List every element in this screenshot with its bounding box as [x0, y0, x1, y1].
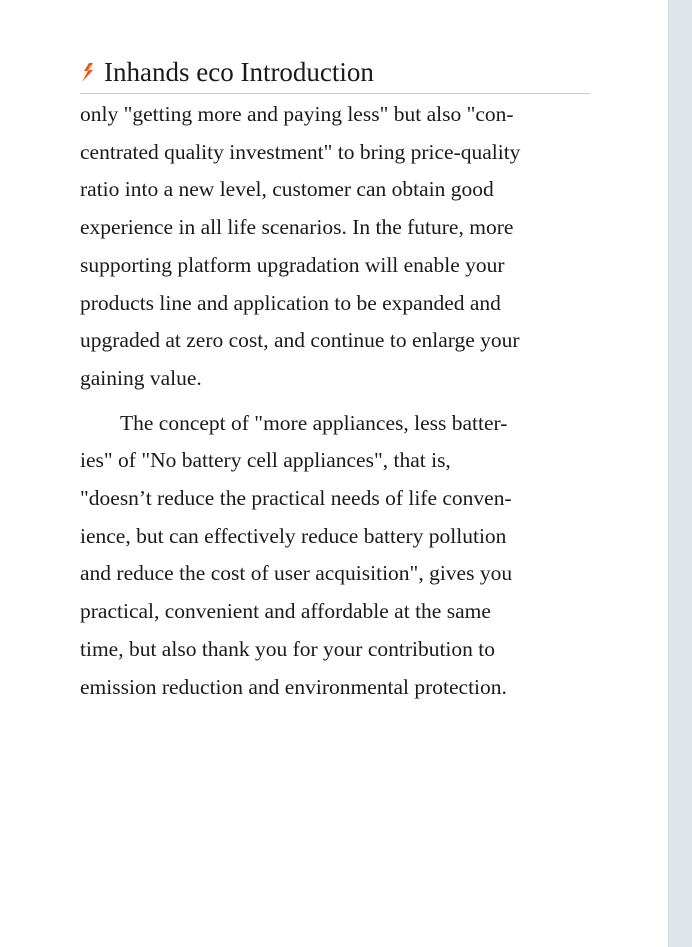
text-line: The concept of "more appliances, less batter-: [120, 410, 508, 435]
text-line: emission reduction and environmental protection.: [80, 674, 507, 699]
text-line: only "getting more and paying less" but also "con-: [80, 102, 514, 126]
text-line: supporting platform upgradation will enable your: [80, 252, 505, 277]
text-line: upgraded at zero cost, and continue to enlarge your: [80, 328, 520, 353]
text-line: experience in all life scenarios. In the future, more: [80, 215, 514, 240]
text-line: practical, convenient and affordable at the same: [80, 599, 491, 624]
section-title: Inhands eco Introduction: [104, 57, 374, 87]
text-line: time, but also thank you for your contribution to: [80, 636, 496, 661]
text-line: and reduce the cost of user acquisition", gives you: [80, 561, 513, 586]
text-line: "doesn’t reduce the practical needs of life conven-: [80, 486, 512, 511]
paragraph-2: [80, 405, 592, 707]
vertical-scrollbar[interactable]: [668, 0, 692, 947]
text-line: gaining value.: [80, 365, 202, 390]
body-text: [80, 96, 592, 706]
text-line: products line and application to be expanded and: [80, 290, 501, 315]
text-line: centrated quality investment" to bring price-quality: [80, 139, 521, 164]
section-heading: [80, 52, 590, 94]
text-line: ience, but can effectively reduce battery pollution: [80, 523, 507, 548]
text-line: ies" of "No battery cell appliances", that is,: [80, 448, 451, 473]
text-line: ratio into a new level, customer can obtain good: [80, 177, 494, 202]
paragraph-1: [80, 96, 592, 398]
lightning-icon: [80, 62, 98, 84]
